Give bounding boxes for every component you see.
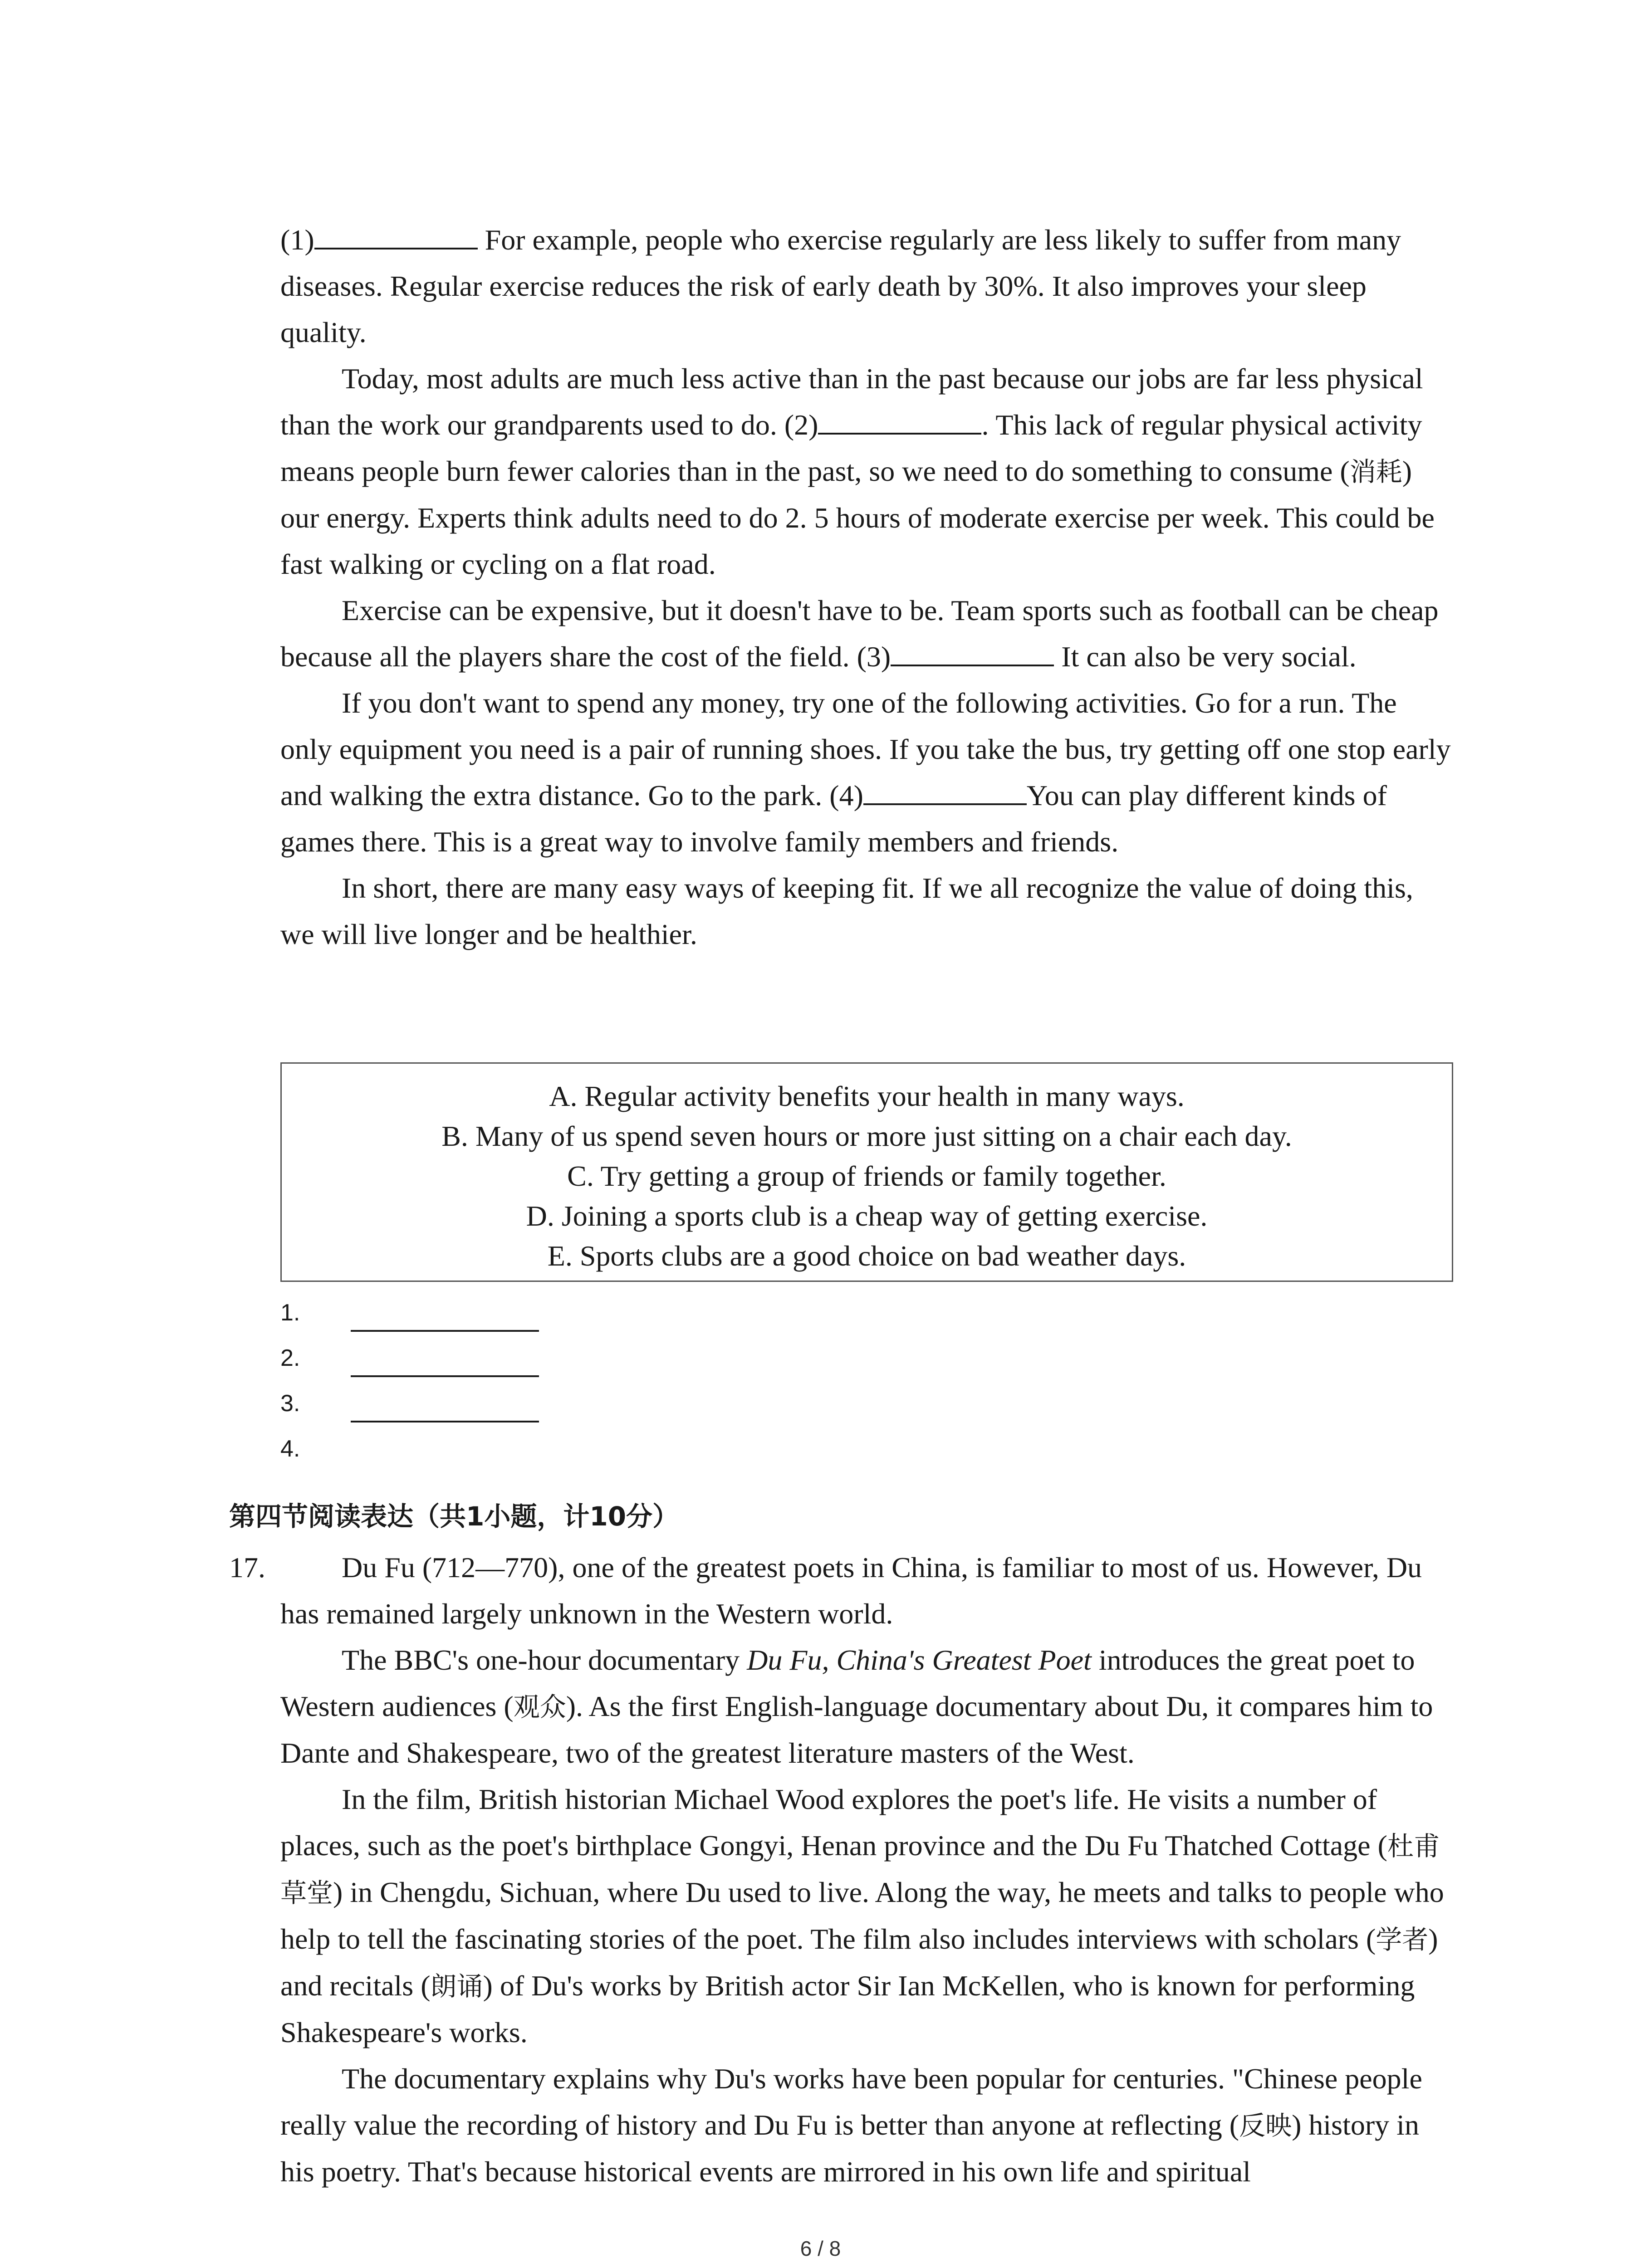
answer-blank-2 <box>818 404 981 435</box>
answer-blank-1 <box>314 219 478 249</box>
passage-paragraph-2: Today, most adults are much less active than in the past because our jobs are far less physical than the work our grandparents used to do. (2) . This lack of regular physical activity means people burn fewer calories than in the past, so we need to do something to consume (消耗) our energy. Experts think adults need to do 2. 5 hours of moderate exercise per week. This could be fast walking or cycling on a flat road. <box>280 362 1435 580</box>
option-d: D. Joining a sports club is a cheap way of getting exercise. <box>526 1200 1208 1232</box>
answer-line <box>351 1375 539 1377</box>
option-a: A. Regular activity benefits your health in many ways. <box>549 1080 1185 1112</box>
option-e: E. Sports clubs are a good choice on bad weather days. <box>547 1240 1186 1272</box>
page-number: 6 / 8 <box>800 2237 841 2260</box>
documentary-title: Du Fu, China's Greatest Poet <box>747 1644 1092 1676</box>
answer-blank-4 <box>863 774 1027 805</box>
answer-blank-3 <box>891 635 1054 666</box>
q17-paragraph-3: In the film, British historian Michael Wood explores the poet's life. He visits a number of places, such as the poet's birthplace Gongyi, Henan province and the Du Fu Thatched Cottage (杜甫草堂) in Chengdu, Sichuan, where Du used to live. Along the way, he meets and talks to people who help to tell the fascinating stories of the poet. The film also includes interviews with scholars (学者) and recitals (朗诵) of Du's works by British actor Sir Ian McKellen, who is known for performing Shakespeare's works. <box>280 1783 1444 2048</box>
passage-paragraph-4: If you don't want to spend any money, try one of the following activities. Go for a run. The only equipment you need is a pair of running shoes. If you take the bus, try getting off one stop early and walking the extra distance. Go to the park. (4) You can play different kinds of games there. This is a great way to involve family members and friends. <box>280 687 1451 858</box>
passage-paragraph-3: Exercise can be expensive, but it doesn't have to be. Team sports such as football can be cheap because all the players share the cost of the field. (3) It can also be very social. <box>280 594 1439 673</box>
document-page: (1) For example, people who exercise regularly are less likely to suffer from many diseases. Regular exercise reduces the risk of early death by 30%. It also improves your sleep quality. Today, most adults are much less active than in the past because our jobs are far less physical than the work our grandparents used to do. (2) . This lack of regular physical activity means people burn fewer calories than in the past, so we need to do something to consume (消耗) our energy. Experts think adults need to do 2. 5 hours of moderate exercise per week. This could be fast walking or cycling on a flat road. Exercise can be expensive, but it doesn't have to be. Team sports such as football can be cheap because all the players share the cost of the field. (3) It can also be very social. If you don't want to spend any money, try one of the following activities. Go for a run. The only equipment you need is a pair of running shoes. If you take the bus, try getting off one stop early and walking the extra distance. Go to the park. (4) You can play different kinds of games there. This is a great way to involve family members and friends. In short, there are many easy ways of keeping fit. If we all recognize the value of doing this, we will live longer and be healthier. A. Regular activity benefits your health in many ways. B. Many of us spend seven hours or more just sitting on a chair each day. C. Try getting a group of friends or family together. D. Joining a sports club is a cheap way of getting exercise. E. Sports clubs are a good choice on bad weather days. 1. 2. 3. 4. 第四节阅读表达（共1小题，计10分） 17. Du Fu (712—770), one of the greatest poets in China, is familiar to most of us. However, Du has remained largely unknown in the Western world. The BBC's one-hour documentary Du Fu, China's Greatest Poet introduces the great poet to Western audiences (观众). As the first English-language documentary about Du, it compares him to Dante and Shakespeare, two of the greatest literature masters of the West. In the film, British historian Michael Wood explores the poet's life. He visits a number of places, such as the poet's birthplace Gongyi, Henan province and the Du Fu Thatched Cottage (杜甫草堂) in Chengdu, Sichuan, where Du used to live. Along the way, he meets and talks to people who help to tell the fascinating stories of the poet. The film also includes interviews with scholars (学者) and recitals (朗诵) of Du's works by British actor Sir Ian McKellen, who is known for performing Shakespeare's works. The documentary explains why Du's works have been popular for centuries. "Chinese people really value the recording of history and Du Fu is better than anyone at reflecting (反映) history in his poetry. That's because historical events are mirrored in his own life and spiritual 6 / 8 <box>0 0 1641 2268</box>
q17-paragraph-2: The BBC's one-hour documentary Du Fu, China's Greatest Poet introduces the great poet to Western audiences (观众). As the first English-language documentary about Du, it compares him to Dante and Shakespeare, two of the greatest literature masters of the West. <box>280 1644 1433 1769</box>
passage-paragraph-5: In short, there are many easy ways of keeping fit. If we all recognize the value of doing this, we will live longer and be healthier. <box>280 872 1413 950</box>
q17-paragraph-1: Du Fu (712—770), one of the greatest poets in China, is familiar to most of us. However, Du has remained largely unknown in the Western world. <box>280 1551 1422 1630</box>
answer-line <box>351 1330 539 1332</box>
option-c: C. Try getting a group of friends or family together. <box>567 1160 1166 1192</box>
options-box <box>280 1062 1453 1282</box>
question-17-passage <box>280 1545 1453 2195</box>
question-number: 17. <box>229 1551 265 1584</box>
section-title: 第四节阅读表达（共1小题，计10分） <box>229 1501 679 1532</box>
passage-paragraph-1: (1) For example, people who exercise regularly are less likely to suffer from many diseases. Regular exercise reduces the risk of early death by 30%. It also improves your sleep quality. <box>280 217 1453 356</box>
option-b: B. Many of us spend seven hours or more just sitting on a chair each day. <box>441 1120 1292 1152</box>
answer-line <box>351 1421 539 1422</box>
reading-passage <box>280 217 1453 958</box>
q17-paragraph-4: The documentary explains why Du's works have been popular for centuries. "Chinese people really value the recording of history and Du Fu is better than anyone at reflecting (反映) history in his poetry. That's because historical events are mirrored in his own life and spiritual <box>280 2063 1422 2188</box>
